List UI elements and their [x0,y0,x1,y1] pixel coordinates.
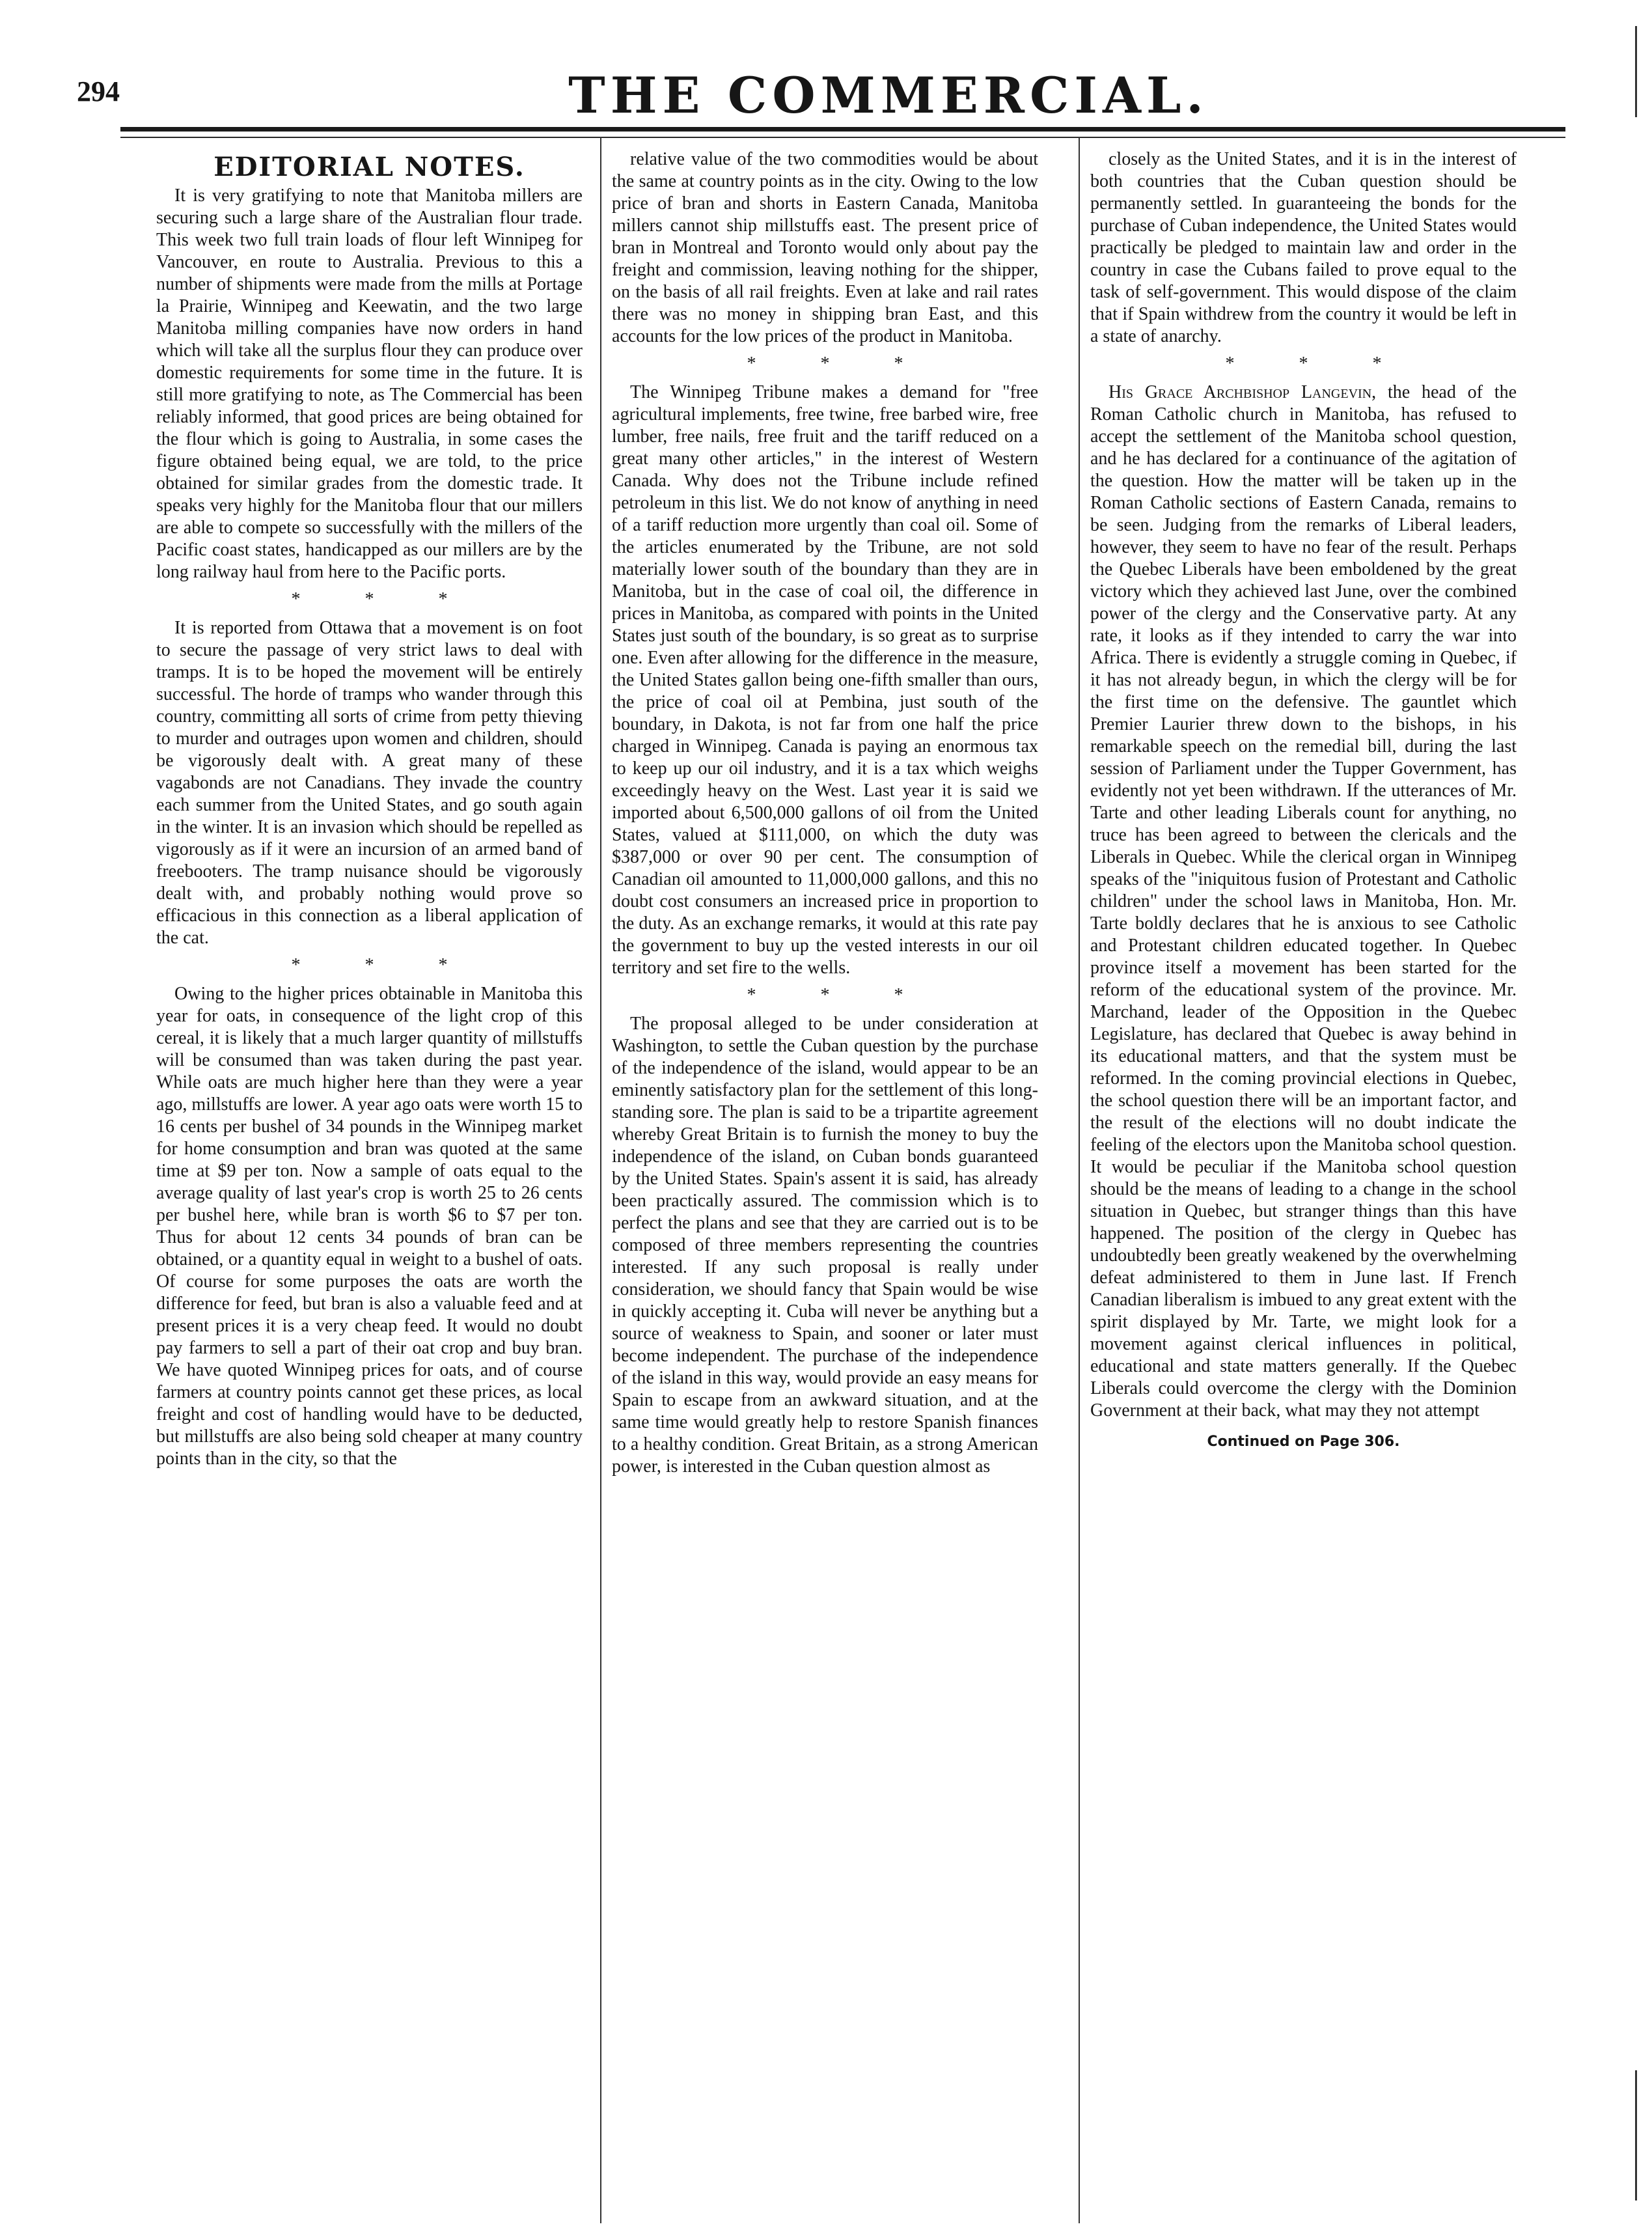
article-body: the head of the Roman Catholic church in Manitoba, has refused to accept the settlement of the Manitoba school question, and he has declared for a continuance of the agitation of the question. How the matter will be taken up in the Roman Catholic sections of Eastern Canada, remains to be seen. Judging from the remarks of Liberal leaders, however, they seem to have no fear of the result. Perhaps the Quebec Liberals have been emboldened by the great victory which they achieved last June, over the combined power of the clergy and the Conservative party. At any rate, it looks as if they intended to carry the war into Africa. There is evidently a struggle coming in Quebec, if it has not already begun, in which the clergy will be for the first time on the defensive. The gauntlet which Premier Laurier threw down to the bishops, in his remarkable speech on the remedial bill, during the last session of Parliament under the Tupper Government, has evidently not yet been withdrawn. If the utterances of Mr. Tarte and other leading Liberals count for anything, no truce has been agreed to between the clericals and the Liberals in Quebec. While the clerical organ in Winnipeg speaks of the "iniquitous fusion of Protestant and Catholic children" under the school laws in Manitoba, Hon. Mr. Tarte boldly declares that he is anxious to see Catholic and Protestant children educated together. In Quebec province itself a movement has been started for the reform of the educational system of the province. Mr. Marchand, leader of the Opposition in the Quebec Legislature, has declared that Quebec is away behind in its educational matters, and that the system must be reformed. In the coming provincial elections in Quebec, the school question there will be an important factor, and the result of the elections will no doubt indicate the feeling of the electors upon the Manitoba school question. It would be peculiar if the Manitoba school question should be the means of leading to a change in the school situation in Quebec, but stranger things than this have happened. The position of the clergy in Quebec has undoubtedly been greatly weakened by the overwhelming defeat administered to them in June last. If French Canadian liberalism is imbued to any great extent with the spirit displayed by Mr. Tarte, we might look for a movement against clerical influences in political, educational and state matters generally. If the Quebec Liberals could overcome the clergy with the Dominion Government at their back, what may they not attempt [1090,382,1517,1421]
separator: * * * [747,985,933,1005]
column-divider-1 [600,137,601,2223]
column-divider-2 [1079,137,1080,2223]
header-rule-thick [120,127,1565,132]
article-manitoba-school-question [1090,382,1517,1422]
edge-mark-top [1635,26,1637,117]
article-australian-flour: It is very gratifying to note that Manitoba millers are securing such a large share of the Australian flour trade. This week two full train loads of flour left Winnipeg for Vancouver, en route to Australia. Previous to this a number of shipments were made from the mills at Portage la Prairie, Winnipeg and Keewatin, and the two large Manitoba milling companies have now orders in hand which will take all the surplus flour they can produce over domestic requirements for some time in the future. It is still more gratifying to note, as The Commercial has been reliably informed, that good prices are being obtained for the flour which is going to Australia, in some cases the figure obtained being equal, we are told, to the price obtained for similar grades from the domestic trade. It speaks very highly for the Manitoba flour that our millers are able to compete so successfully with the millers of the Pacific coast states, handicapped as our millers are by the long railway haul from here to the Pacific ports. [156,186,583,582]
article-millstuffs-continued: relative value of the two commodities would be about the same at country points as in the city. Owing to the low price of bran and shorts in Eastern Canada, Manitoba millers cannot ship millstuffs east. The present price of bran in Montreal and Toronto would only about pay the freight and commission, leaving nothing for the shipper, on the basis of all rail freights. Even at lake and rail rates there was no money in shipping bran East, and this accounts for the low prices of the product in Manitoba. [612,149,1038,346]
article-cuban-continued: closely as the United States, and it is in the interest of both countries that the Cuban question should be permanently settled. In guaranteeing the bonds for the purchase of Cuban independence, the United States would practically be pledged to maintain law and order in the country in case the Cubans failed to prove equal to the task of self-government. This would dispose of the claim that if Spain withdrew from the country it would be left in a state of anarchy. [1090,149,1517,346]
section-heading: EDITORIAL NOTES. [213,152,525,182]
article-coal-oil: The Winnipeg Tribune makes a demand for "free agricultural implements, free twine, free barbed wire, free lumber, free nails, free fruit and the tariff reduced on a great many other articles," in the interest of Western Canada. Why does not the Tribune include refined petroleum in this list. We do not know of anything in need of a tariff reduction more urgently than coal oil. Some of the articles enumerated by the Tribune, are not sold materially lower south of the boundary than they are in Manitoba, but in the case of coal oil, the difference in prices in Manitoba, as compared with points in the United States just south of the boundary, is so great as to surprise one. Even after allowing for the difference in the measure, the United States gallon being one-fifth smaller than ours, the price of coal oil at Pembina, just south of the boundary, in Dakota, is not far from one half the price charged in Winnipeg. Canada is paying an enormous tax to keep up our oil industry, and it is a tax which weighs exceedingly heavy on the West. Last year it is said we imported about 6,500,000 gallons of oil from the United States, valued at $111,000, on which the duty was $387,000 or over 90 per cent. The consumption of Canadian oil amounted to 11,000,000 gallons, and this no doubt cost consumers an increased price in proportion to the duty. As an exchange remarks, it would at this rate pay the government to buy up the vested interests in our oil territory and set fire to the wells. [612,382,1038,978]
article-tramps: It is reported from Ottawa that a movement is on foot to secure the passage of very strict laws to deal with tramps. It is to be hoped the movement will be entirely successful. The horde of tramps who wander through this country, committing all sorts of crime from petty thieving to murder and outrages upon women and children, should be vigorously dealt with. A great many of these vagabonds are not Canadians. They invade the country each summer from the United States, and go south again in the winter. It is an invasion which should be repelled as vigorously as if it were an incursion of an armed band of freebooters. The tramp nuisance should be vigorously dealt with, and probably nothing would prove so efficacious in this connection as a liberal application of the cat. [156,618,583,948]
article-lead-in: His Grace Archbishop Langevin, [1108,382,1377,402]
page-number: 294 [77,76,120,107]
column-2 [612,148,1038,1478]
separator: * * * [747,354,933,374]
separator: * * * [1225,354,1412,374]
header-rule-thin [120,137,1565,138]
column-1 [156,148,583,1470]
article-oats-millstuffs: Owing to the higher prices obtainable in Manitoba this year for oats, in consequence of the light crop of this cereal, it is likely that a much larger quantity of millstuffs will be consumed than was taken during the past year. While oats are much higher here than they were a year ago, millstuffs are lower. A year ago oats were worth 15 to 16 cents per bushel of 34 pounds in the Winnipeg market for home consumption and bran was quoted at the same time at $9 per ton. Now a sample of oats equal to the average quality of last year's crop is worth 25 to 26 cents per bushel here, while bran is worth $6 to $7 per ton. Thus for about 12 cents 34 pounds of bran can be obtained, or a quantity equal in weight to a bushel of oats. Of course for some purposes the oats are worth the difference for feed, but bran is also a valuable feed and at present prices it is a very cheap feed. It would no doubt pay farmers to sell a part of their oat crop and buy bran. We have quoted Winnipeg prices for oats, and of course farmers at country points cannot get these prices, as local freight and cost of handling would have to be deducted, but millstuffs are also being sold cheaper at many country points than in the city, so that the [156,984,583,1469]
article-cuban-question: The proposal alleged to be under consideration at Washington, to settle the Cuban question by the purchase of the independence of the island, would appear to be an eminently satisfactory plan for the settlement of this long-standing sore. The plan is said to be a tripartite agreement whereby Great Britain is to furnish the money to buy the independence of the island, on Cuban bonds guaranteed by the United States. Spain's assent it is said, has already been practically assured. The commission which is to perfect the plans and see that they are carried out is to be composed of three members representing the countries interested. If any such proposal is really under consideration, we should fancy that Spain would be wise in quickly accepting it. Cuba will never be anything but a source of weakness to Spain, and sooner or later must become independent. The purchase of the independence of the island in this way, would provide an easy means for Spain to escape from an awkward situation, and at the same time would greatly help to restore Spanish finances to a healthy condition. Great Britain, as a strong American power, is interested in the Cuban question almost as [612,1014,1038,1477]
column-3 [1090,148,1517,1453]
separator: * * * [291,589,478,609]
masthead: THE COMMERCIAL. [568,66,1209,124]
continued-notice: Continued on Page 306. [1207,1434,1400,1450]
separator: * * * [291,955,478,975]
edge-mark-bottom [1635,2070,1637,2200]
